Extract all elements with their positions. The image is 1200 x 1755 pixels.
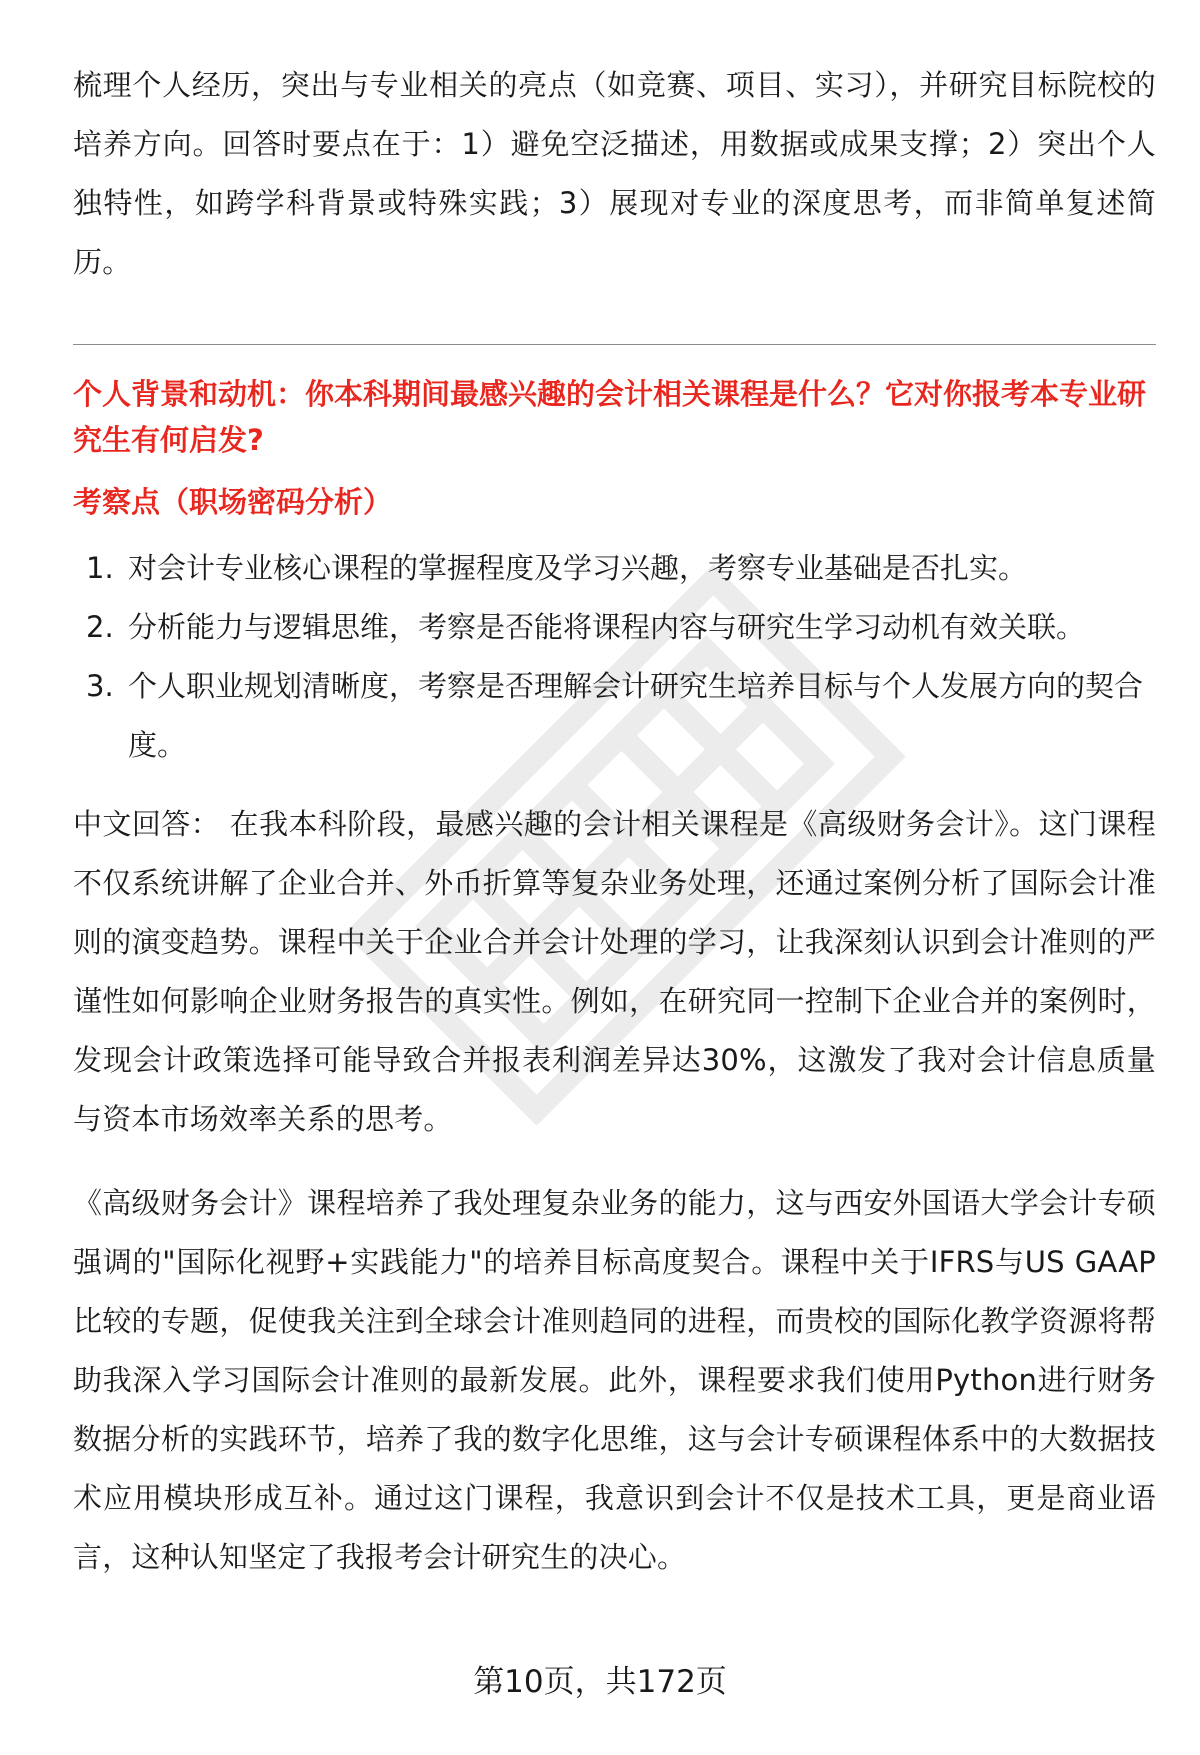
list-item-text: 对会计专业核心课程的掌握程度及学习兴趣，考察专业基础是否扎实。	[128, 551, 1028, 585]
list-item-text: 个人职业规划清晰度，考察是否理解会计研究生培养目标与个人发展方向的契合度。	[128, 669, 1144, 762]
list-item	[73, 539, 1156, 598]
answer-paragraph-1: 中文回答： 在我本科阶段，最感兴趣的会计相关课程是《高级财务会计》。这门课程不仅系统讲解了企业合并、外币折算等复杂业务处理，还通过案例分析了国际会计准则的演变趋势。课程中关于企业合并会计处理的学习，让我深刻认识到会计准则的严谨性如何影响企业财务报告的真实性。例如，在研究同一控制下企业合并的案例时，发现会计政策选择可能导致合并报表利润差异达30%，这激发了我对会计信息质量与资本市场效率关系的思考。	[73, 807, 1156, 1136]
question-heading: 个人背景和动机：你本科期间最感兴趣的会计相关课程是什么？它对你报考本专业研究生有何启发?	[73, 377, 1147, 457]
assessment-points-list	[73, 539, 1156, 775]
list-item-number: 3.	[86, 669, 114, 703]
list-item-number: 1.	[86, 551, 114, 585]
list-item-text: 分析能力与逻辑思维，考察是否能将课程内容与研究生学习动机有效关联。	[128, 610, 1086, 644]
main-content	[73, 56, 1156, 1587]
assessment-subheading: 考察点（职场密码分析）	[73, 485, 393, 519]
list-item	[73, 598, 1156, 657]
answer-paragraph-2: 《高级财务会计》课程培养了我处理复杂业务的能力，这与西安外国语大学会计专硕强调的"国际化视野+实践能力"的培养目标高度契合。课程中关于IFRS与US GAAP比较的专题，促使我关注到全球会计准则趋同的进程，而贵校的国际化教学资源将帮助我深入学习国际会计准则的最新发展。此外，课程要求我们使用Python进行财务数据分析的实践环节，培养了我的数字化思维，这与会计专硕课程体系中的大数据技术应用模块形成互补。通过这门课程，我意识到会计不仅是技术工具，更是商业语言，这种认知坚定了我报考会计研究生的决心。	[73, 1186, 1156, 1574]
page-footer: 第10页，共172页	[473, 1664, 727, 1700]
section-divider	[73, 344, 1156, 345]
list-item-number: 2.	[86, 610, 114, 644]
list-item	[73, 657, 1156, 775]
intro-paragraph: 梳理个人经历，突出与专业相关的亮点（如竞赛、项目、实习），并研究目标院校的培养方向。回答时要点在于：1）避免空泛描述，用数据或成果支撑；2）突出个人独特性，如跨学科背景或特殊实践；3）展现对专业的深度思考，而非简单复述简历。	[73, 68, 1156, 279]
